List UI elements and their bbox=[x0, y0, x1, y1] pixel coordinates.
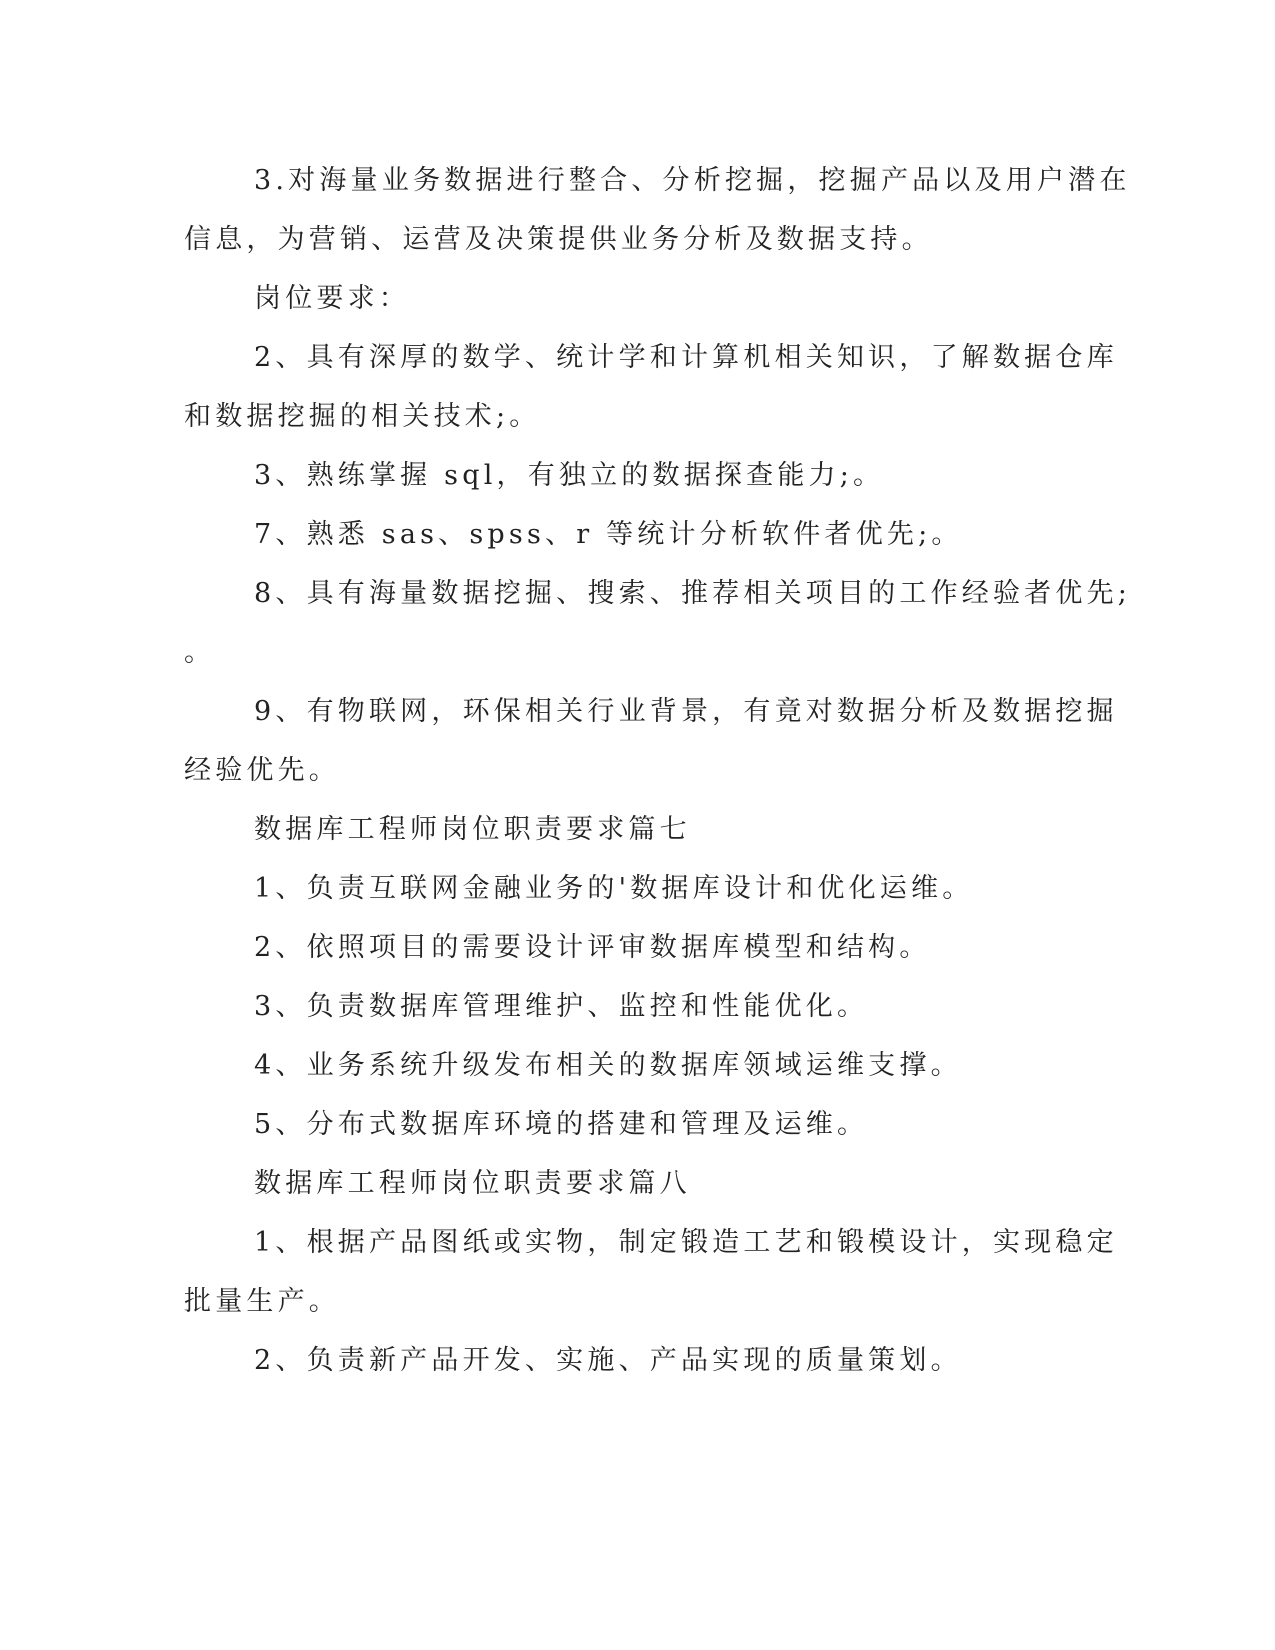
text-line: 7、熟悉 sas、spss、r 等统计分析软件者优先;。 bbox=[254, 519, 963, 550]
text-line: 经验优先。 bbox=[184, 755, 340, 786]
text-line: 2、具有深厚的数学、统计学和计算机相关知识，了解数据仓库 bbox=[254, 342, 1118, 373]
text-line: 。 bbox=[184, 637, 216, 668]
text-line: 和数据挖掘的相关技术;。 bbox=[184, 401, 541, 432]
text-line: 4、业务系统升级发布相关的数据库领域运维支撑。 bbox=[254, 1050, 962, 1081]
text-line: 1、负责互联网金融业务的'数据库设计和优化运维。 bbox=[254, 873, 974, 904]
text-line: 9、有物联网，环保相关行业背景，有竟对数据分析及数据挖掘 bbox=[254, 696, 1118, 727]
text-line: 2、依照项目的需要设计评审数据库模型和结构。 bbox=[254, 932, 931, 963]
text-line: 信息，为营销、运营及决策提供业务分析及数据支持。 bbox=[184, 224, 933, 255]
text-line: 1、根据产品图纸或实物，制定锻造工艺和锻模设计，实现稳定 bbox=[254, 1227, 1118, 1258]
text-line: 批量生产。 bbox=[184, 1286, 340, 1317]
text-line: 3.对海量业务数据进行整合、分析挖掘，挖掘产品以及用户潜在 bbox=[254, 165, 1131, 196]
section-label: 岗位要求： bbox=[254, 283, 410, 314]
text-line: 2、负责新产品开发、实施、产品实现的质量策划。 bbox=[254, 1345, 962, 1376]
text-line: 3、熟练掌握 sql，有独立的数据探查能力;。 bbox=[254, 460, 885, 491]
text-line: 8、具有海量数据挖掘、搜索、推荐相关项目的工作经验者优先; bbox=[254, 578, 1132, 609]
section-heading: 数据库工程师岗位职责要求篇七 bbox=[254, 814, 691, 845]
text-line: 3、负责数据库管理维护、监控和性能优化。 bbox=[254, 991, 869, 1022]
text-line: 5、分布式数据库环境的搭建和管理及运维。 bbox=[254, 1109, 869, 1140]
section-heading: 数据库工程师岗位职责要求篇八 bbox=[254, 1168, 691, 1199]
